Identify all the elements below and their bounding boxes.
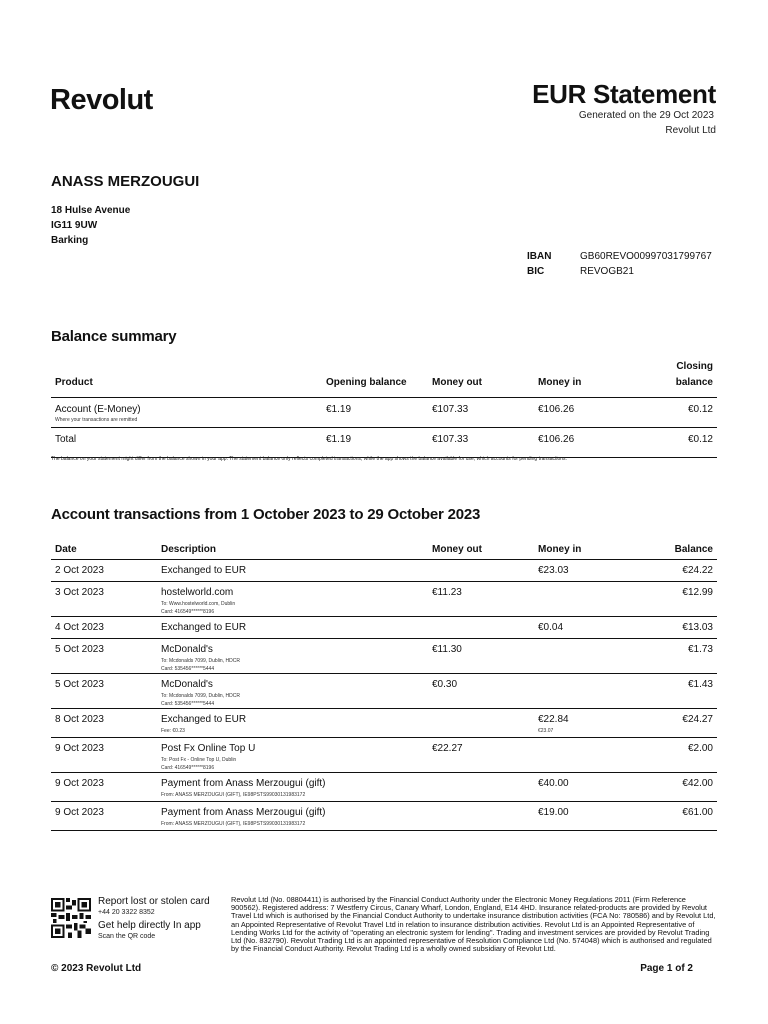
tx-money-out bbox=[428, 801, 534, 830]
tx-description-cell bbox=[157, 673, 428, 708]
balance-summary-table bbox=[51, 361, 717, 458]
tx-detail-2: Card: 416549******8196 bbox=[161, 764, 215, 771]
tx-money-in: €22.84 bbox=[538, 713, 569, 725]
revolut-logo: Revolut bbox=[50, 84, 153, 116]
tx-money-in: €23.03 bbox=[538, 564, 569, 576]
header-money-in: Money in bbox=[534, 361, 640, 398]
transaction-row bbox=[51, 616, 717, 638]
header-product: Product bbox=[51, 361, 322, 398]
tx-detail-1: To: Post Fx - Online Top U, Dublin bbox=[161, 756, 237, 763]
header-balance: Balance bbox=[640, 535, 717, 559]
closing-label-line-2: balance bbox=[675, 377, 713, 388]
iban-value: GB60REVO00997031799767 bbox=[580, 251, 712, 262]
tx-description-cell bbox=[157, 801, 428, 830]
bic-row bbox=[527, 266, 634, 277]
tx-money-out: €11.23 bbox=[428, 581, 534, 616]
tx-description: Post Fx Online Top U bbox=[161, 742, 256, 754]
copyright: © 2023 Revolut Ltd bbox=[51, 963, 142, 974]
tx-description-cell bbox=[157, 708, 428, 737]
balance-header-row bbox=[51, 361, 717, 398]
transaction-row bbox=[51, 737, 717, 772]
get-help-in-app: Get help directly In app bbox=[98, 920, 201, 931]
transaction-row bbox=[51, 581, 717, 616]
tx-balance: €1.73 bbox=[640, 638, 717, 673]
tx-money-out bbox=[428, 772, 534, 801]
generated-date: Generated on the 29 Oct 2023 bbox=[578, 110, 714, 121]
total-closing-value: €0.12 bbox=[640, 428, 717, 458]
address-line-3: Barking bbox=[51, 235, 89, 246]
tx-description: Payment from Anass Merzougui (gift) bbox=[161, 777, 326, 789]
opening-balance-value: €1.19 bbox=[322, 398, 428, 428]
total-label: Total bbox=[51, 428, 322, 458]
tx-description: McDonald's bbox=[161, 643, 213, 655]
tx-money-out bbox=[428, 708, 534, 737]
iban-label: IBAN bbox=[527, 251, 552, 262]
tx-date: 5 Oct 2023 bbox=[51, 638, 157, 673]
page-number: Page 1 of 2 bbox=[640, 963, 693, 974]
company-name: Revolut Ltd bbox=[665, 125, 716, 136]
tx-detail-1: From: ANASS MERZOUGUI (GIFT), IE98PSTS99030131983172 bbox=[161, 820, 306, 827]
tx-balance: €24.22 bbox=[640, 559, 717, 581]
tx-money-in-cell bbox=[534, 616, 640, 638]
tx-date: 9 Oct 2023 bbox=[51, 772, 157, 801]
tx-money-in-cell bbox=[534, 673, 640, 708]
header-closing-balance bbox=[640, 361, 717, 398]
tx-description-cell bbox=[157, 559, 428, 581]
header-opening-balance: Opening balance bbox=[322, 361, 428, 398]
transactions-table bbox=[51, 535, 717, 831]
transactions-header-row bbox=[51, 535, 717, 559]
transaction-row bbox=[51, 708, 717, 737]
tx-money-out: €11.30 bbox=[428, 638, 534, 673]
tx-money-out: €0.30 bbox=[428, 673, 534, 708]
customer-name: ANASS MERZOUGUI bbox=[51, 173, 200, 190]
tx-description-cell bbox=[157, 616, 428, 638]
header-description: Description bbox=[157, 535, 428, 559]
tx-detail-1: Fee: €0.23 bbox=[161, 727, 185, 734]
statement-title: EUR Statement bbox=[532, 79, 716, 109]
transactions-body bbox=[51, 559, 717, 830]
tx-description: McDonald's bbox=[161, 678, 213, 690]
money-out-value: €107.33 bbox=[428, 398, 534, 428]
tx-description-cell bbox=[157, 772, 428, 801]
tx-detail-2: Card: 416549******8196 bbox=[161, 608, 215, 615]
bic-label: BIC bbox=[527, 266, 545, 277]
address-line-1: 18 Hulse Avenue bbox=[51, 205, 131, 216]
money-in-value: €106.26 bbox=[534, 398, 640, 428]
iban-row bbox=[527, 251, 712, 262]
product-name: Account (E-Money) bbox=[55, 404, 141, 415]
tx-money-in-cell bbox=[534, 638, 640, 673]
closing-balance-value: €0.12 bbox=[640, 398, 717, 428]
tx-money-in-cell bbox=[534, 559, 640, 581]
balance-summary-title: Balance summary bbox=[51, 328, 177, 345]
report-lost-card: Report lost or stolen card bbox=[98, 896, 210, 907]
tx-money-in: €40.00 bbox=[538, 777, 569, 789]
tx-date: 5 Oct 2023 bbox=[51, 673, 157, 708]
tx-money-in: €0.04 bbox=[538, 621, 564, 633]
transaction-row bbox=[51, 673, 717, 708]
tx-balance: €1.43 bbox=[640, 673, 717, 708]
tx-description-cell bbox=[157, 737, 428, 772]
tx-balance: €12.99 bbox=[640, 581, 717, 616]
transactions-title: Account transactions from 1 October 2023 to 29 October 2023 bbox=[51, 506, 481, 523]
transaction-row bbox=[51, 801, 717, 830]
tx-balance: €13.03 bbox=[640, 616, 717, 638]
qr-code-icon bbox=[51, 898, 91, 938]
balance-row-account bbox=[51, 398, 717, 428]
tx-detail-1: From: ANASS MERZOUGUI (GIFT), IE98PSTS99030131983172 bbox=[161, 791, 306, 798]
legal-notice: Revolut Ltd (No. 08804411) is authorised by the Financial Conduct Authority under the Electronic Money Regulations 2011 (Firm Reference 900562). Registered address: 7 Westferry Circus, Canary Wharf, London, England, E14 4HD. Insurance related-products are provided by Revolut Travel Ltd which is authorised by the Financial Conduct Authority to undertake insurance distribution activities (FCA No: 780586) and by Revolut Ltd, an Appointed Representative of Revolut Travel Ltd in relation to insurance distribution activities. Revolut Ltd is an Appointed Representative of Lending Works Ltd for the activity of "operating an electronic system for lending". Trading and investment services are provided by Revolut Trading Ltd (No. 832790). Revolut Trading Ltd is an appointed representative of Resolution Compliance Ltd (No. 574048) which is authorised and regulated by the Financial Conduct Authority. Revolut Trading Ltd is a wholly owned subsidiary of Revolut Ltd. bbox=[231, 895, 716, 954]
tx-money-in-cell bbox=[534, 581, 640, 616]
bic-value: REVOGB21 bbox=[580, 266, 634, 277]
tx-money-out bbox=[428, 559, 534, 581]
tx-description: Exchanged to EUR bbox=[161, 621, 247, 633]
tx-money-out: €22.27 bbox=[428, 737, 534, 772]
header-money-out: Money out bbox=[428, 535, 534, 559]
tx-date: 9 Oct 2023 bbox=[51, 737, 157, 772]
tx-detail-2: Card: 535456******5444 bbox=[161, 665, 215, 672]
tx-date: 9 Oct 2023 bbox=[51, 801, 157, 830]
total-money-out-value: €107.33 bbox=[428, 428, 534, 458]
transaction-row bbox=[51, 559, 717, 581]
tx-description: Payment from Anass Merzougui (gift) bbox=[161, 806, 326, 818]
balance-disclaimer: The balance on your statement might differ from the balance shown in your app. The statement balance only reflects completed transactions, while the app shows the balance available for use, which accounts for pending transactions. bbox=[51, 456, 567, 462]
tx-description: hostelworld.com bbox=[161, 586, 234, 598]
tx-money-in-cell bbox=[534, 772, 640, 801]
tx-description: Exchanged to EUR bbox=[161, 713, 247, 725]
tx-money-in-cell bbox=[534, 708, 640, 737]
tx-money-in: €19.00 bbox=[538, 806, 569, 818]
tx-detail-1: To: Mcdonalds 7099, Dublin, HDCR bbox=[161, 692, 240, 699]
tx-money-in-cell bbox=[534, 737, 640, 772]
product-cell bbox=[51, 398, 322, 428]
closing-label-line-1: Closing bbox=[676, 361, 713, 372]
header-money-in: Money in bbox=[534, 535, 640, 559]
tx-balance: €61.00 bbox=[640, 801, 717, 830]
scan-qr-hint: Scan the QR code bbox=[98, 933, 156, 940]
transaction-row bbox=[51, 638, 717, 673]
tx-balance: €42.00 bbox=[640, 772, 717, 801]
header-money-out: Money out bbox=[428, 361, 534, 398]
tx-detail-1: To: Www.hostelworld.com, Dublin bbox=[161, 600, 236, 607]
total-opening-value: €1.19 bbox=[322, 428, 428, 458]
tx-date: 8 Oct 2023 bbox=[51, 708, 157, 737]
total-money-in-value: €106.26 bbox=[534, 428, 640, 458]
tx-detail-2: Card: 535456******5444 bbox=[161, 700, 215, 707]
support-phone: +44 20 3322 8352 bbox=[98, 909, 155, 916]
tx-money-in-detail: €23.07 bbox=[538, 727, 554, 734]
tx-date: 3 Oct 2023 bbox=[51, 581, 157, 616]
address-line-2: IG11 9UW bbox=[51, 220, 98, 231]
product-subtext: Where your transactions are remitted bbox=[55, 417, 138, 423]
transaction-row bbox=[51, 772, 717, 801]
tx-money-in-cell bbox=[534, 801, 640, 830]
header-date: Date bbox=[51, 535, 157, 559]
tx-description-cell bbox=[157, 638, 428, 673]
tx-balance: €24.27 bbox=[640, 708, 717, 737]
tx-balance: €2.00 bbox=[640, 737, 717, 772]
balance-row-total bbox=[51, 428, 717, 458]
tx-date: 2 Oct 2023 bbox=[51, 559, 157, 581]
tx-money-out bbox=[428, 616, 534, 638]
tx-date: 4 Oct 2023 bbox=[51, 616, 157, 638]
tx-detail-1: To: Mcdonalds 7099, Dublin, HDCR bbox=[161, 657, 240, 664]
tx-description: Exchanged to EUR bbox=[161, 564, 247, 576]
tx-description-cell bbox=[157, 581, 428, 616]
